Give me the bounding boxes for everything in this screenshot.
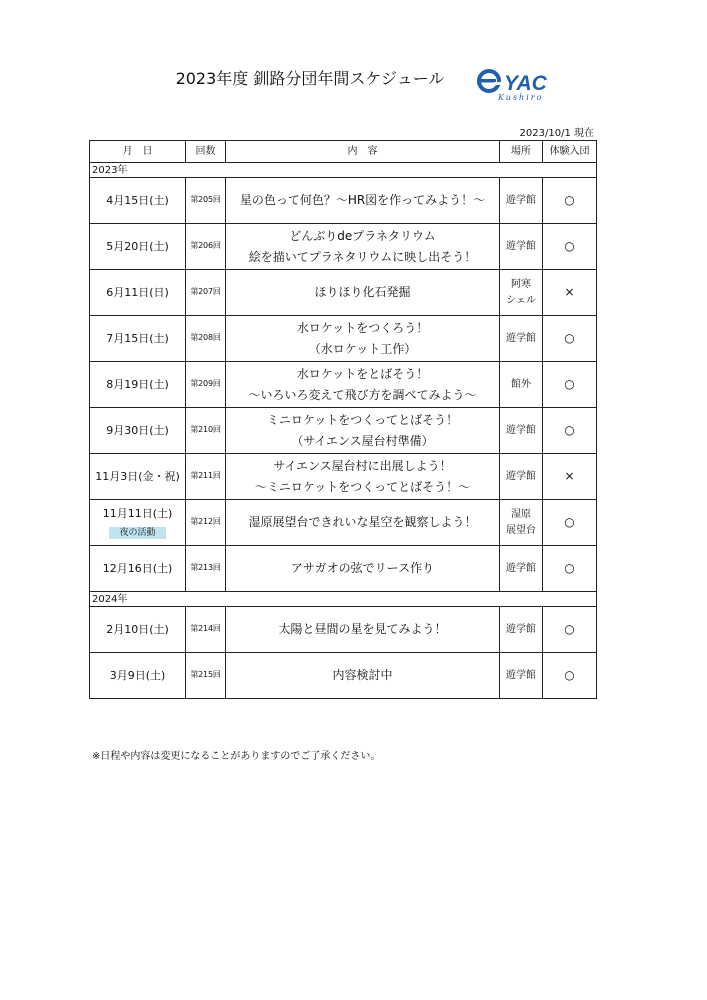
col-count: 回数 [186,141,226,163]
event-content-line: 星の色って何色？～HR図を作ってみよう！～ [239,193,486,208]
event-count: 第213回 [186,546,226,592]
event-date [90,408,186,454]
trial-availability: ○ [543,500,597,546]
trial-availability: ○ [543,546,597,592]
trial-availability: ○ [543,316,597,362]
page-title: 2023年度 釧路分団年間スケジュール [175,69,445,88]
event-content-line: サイエンス屋台村に出展しよう！ [273,459,452,474]
event-date [90,607,186,653]
event-content [226,500,500,546]
event-date [90,454,186,500]
event-content-line: 湿原展望台できれいな星空を観察しよう！ [248,515,477,530]
trial-availability: ○ [543,653,597,699]
event-content-line: 水ロケットをとばそう！ [296,367,429,382]
event-content-line: どんぶりdeプラネタリウム [289,229,436,244]
logo-subtext: Kushiro [498,93,544,102]
table-row [90,546,597,592]
night-activity-badge: 夜の活動 [109,527,165,539]
event-content [226,362,500,408]
event-content [226,270,500,316]
event-date [90,500,186,546]
schedule-table [89,140,597,699]
event-content-line: 絵を描いてプラネタリウムに映し出そう！ [248,249,477,264]
event-content [226,454,500,500]
event-date-text: 4月15日(土) [106,193,169,207]
table-row [90,500,597,546]
trial-availability: ○ [543,178,597,224]
table-row [90,316,597,362]
table-row [90,270,597,316]
event-date-text: 7月15日(土) [106,331,169,345]
event-count: 第210回 [186,408,226,454]
table-row [90,408,597,454]
event-place: 館外 [500,362,543,408]
event-count: 第214回 [186,607,226,653]
event-count: 第207回 [186,270,226,316]
col-trial: 体験入団 [543,141,597,163]
trial-availability: ○ [543,408,597,454]
event-date-text: 5月20日(土) [106,239,169,253]
event-content-line: 水ロケットをつくろう！ [296,321,429,336]
event-content-line: 内容検討中 [332,668,393,683]
trial-availability: × [543,454,597,500]
event-date-text: 2月10日(土) [106,622,169,636]
event-date [90,270,186,316]
event-count: 第205回 [186,178,226,224]
trial-availability: ○ [543,607,597,653]
table-row [90,362,597,408]
col-content: 内 容 [226,141,500,163]
table-row [90,607,597,653]
col-place: 場所 [500,141,543,163]
schedule-body [90,163,597,699]
event-count: 第208回 [186,316,226,362]
event-place: 阿寒 シェル [500,270,543,316]
event-date-text: 3月9日(土) [109,668,166,682]
year-label: 2024年 [90,592,597,607]
event-date-text: 6月11日(日) [106,285,169,299]
event-place: 遊学館 [500,224,543,270]
year-row [90,163,597,178]
event-date-text: 9月30日(土) [106,423,169,437]
event-date-text: 11月3日(金・祝) [95,469,180,483]
event-place: 遊学館 [500,316,543,362]
event-count: 第209回 [186,362,226,408]
event-content-line: ～いろいろ変えて飛び方を調べてみよう～ [248,387,477,402]
trial-availability: ○ [543,362,597,408]
event-content [226,224,500,270]
event-content-line: アサガオの弦でリース作り [290,561,435,576]
event-content-line: （サイエンス屋台村準備） [291,433,434,448]
event-content [226,316,500,362]
event-date-text: 12月16日(土) [102,561,173,575]
event-content [226,607,500,653]
trial-availability: ○ [543,224,597,270]
event-count: 第212回 [186,500,226,546]
table-row [90,653,597,699]
event-content [226,546,500,592]
table-row [90,224,597,270]
event-count: 第215回 [186,653,226,699]
event-date [90,653,186,699]
logo-mark [479,71,501,91]
event-content-line: ～ミニロケットをつくってとばそう！～ [254,479,471,494]
year-row [90,592,597,607]
event-content-line: 太陽と昼間の星を見てみよう！ [278,622,447,637]
as-of-date: 2023/10/1 現在 [519,128,594,139]
event-date [90,546,186,592]
event-date [90,362,186,408]
event-count: 第211回 [186,454,226,500]
event-place: 遊学館 [500,546,543,592]
event-date-text: 8月19日(土) [106,377,169,391]
col-date: 月 日 [90,141,186,163]
event-date [90,316,186,362]
logo-text: YAC [504,72,547,95]
event-place: 湿原 展望台 [500,500,543,546]
footnote: ※日程や内容は変更になることがありますのでご了承ください。 [92,751,381,762]
year-label: 2023年 [90,163,597,178]
event-date [90,224,186,270]
event-place: 遊学館 [500,653,543,699]
table-row [90,454,597,500]
header-row [90,141,597,163]
event-content [226,408,500,454]
event-content-line: （水ロケット工作） [308,341,417,356]
event-place: 遊学館 [500,607,543,653]
event-date-text: 11月11日(土) [102,506,173,520]
event-date [90,178,186,224]
event-content [226,178,500,224]
event-place: 遊学館 [500,178,543,224]
event-content-line: ミニロケットをつくってとばそう！ [266,413,459,428]
event-place: 遊学館 [500,454,543,500]
event-count: 第206回 [186,224,226,270]
table-row [90,178,597,224]
trial-availability: × [543,270,597,316]
eyac-logo [476,68,566,102]
event-content-line: ほりほり化石発掘 [314,285,411,300]
event-place: 遊学館 [500,408,543,454]
event-content [226,653,500,699]
